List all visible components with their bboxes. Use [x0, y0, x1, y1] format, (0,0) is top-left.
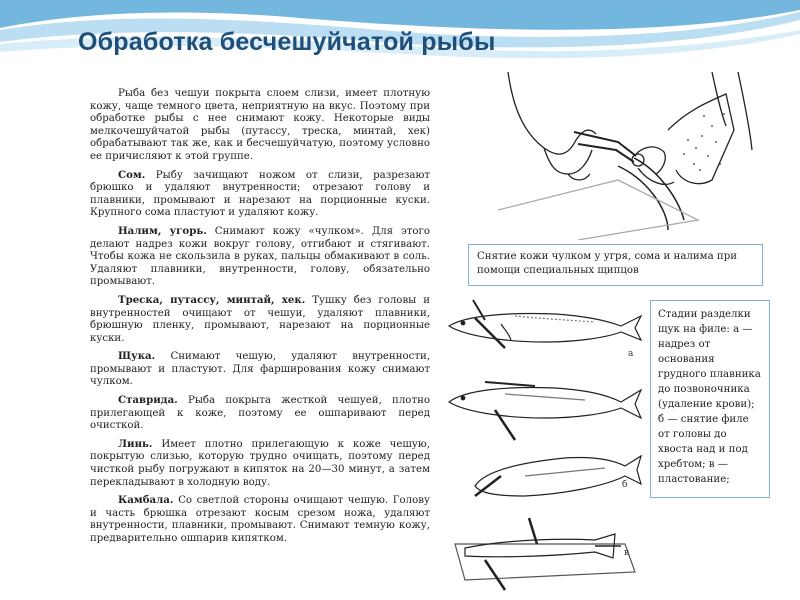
pike-stages-illustration [445, 290, 645, 592]
article-body [90, 88, 430, 551]
paragraph-shchuka [90, 350, 430, 389]
paragraph-kambala [90, 494, 430, 545]
paragraph-text: Имеет плотно прилегающую к коже чешую, покрытую слизью, которую трудно очищать, поэтому перед чисткой рыбу погружают в кипяток на 20—30 минут, а затем перекладывают в холодную воду. [90, 438, 430, 488]
pike-stage-b1-drawing [449, 382, 641, 440]
caption-pike-stages: Стадии разделки щук на филе: а — надрез от основания грудного плавника до позвоночника (удаление крови); б — снятие филе от головы до хвоста над и под хребтом; в — пластование; [650, 300, 770, 498]
paragraph-text: Рыбу зачищают ножом от слизи, разрезают брюшко и удаляют внутренности; отрезают голову и плавники, промывают и нарезают на порционные куски. Крупного сома пластуют и удаляют кожу. [90, 169, 430, 219]
paragraph-text: Снимают чешую, удаляют внутренности, промывают и пластуют. Для фарширования кожу снимают чулком. [90, 351, 430, 388]
page-title: Обработка бесчешуйчатой рыбы [78, 28, 496, 56]
eel-skinning-illustration [498, 70, 768, 240]
pike-stage-a-drawing [449, 300, 641, 348]
paragraph-som [90, 169, 430, 220]
paragraph-lead: Треска, путассу, минтай, хек. [118, 293, 306, 306]
paragraph-lead: Налим, угорь. [118, 224, 207, 237]
paragraph-lead: Камбала. [118, 494, 174, 507]
paragraph-text: Снимают кожу «чулком». Для этого делают надрез кожи вокруг голову, отгибают и стягивают. Чтобы кожа не скользила в руках, пальцы обмакивают в соль. Удаляют плавники, внутренности, голову, обязательно промывают. [90, 225, 430, 288]
pike-stage-v-drawing [455, 518, 635, 590]
paragraph-lead: Сом. [118, 168, 146, 181]
pike-stage-b2-drawing [475, 456, 641, 496]
caption-eel-skinning: Снятие кожи чулком у угря, сома и налима при помощи специальных щипцов [468, 244, 763, 286]
stage-letter-a: а [628, 349, 634, 359]
stage-letter-b: б [622, 480, 628, 490]
paragraph-stavrida [90, 394, 430, 433]
paragraph-lead: Линь. [118, 437, 153, 450]
paragraph-lead: Щука. [118, 350, 156, 363]
stage-letter-v: в [624, 548, 630, 558]
paragraph-intro [90, 88, 430, 164]
paragraph-lead: Ставрида. [118, 394, 178, 407]
paragraph-treska [90, 294, 430, 345]
paragraph-lin [90, 438, 430, 489]
paragraph-text: Тушку без головы и внутренностей очищают от чешуи, удаляют плавники, брюшную пленку, промывают, нарезают на порционные куски. [90, 294, 430, 344]
paragraph-nalim [90, 225, 430, 289]
paragraph-text: Рыба без чешуи покрыта слоем слизи, имеет плотную кожу, чаще темного цвета, неприятную на вкус. Поэтому при обработке рыбы с нее снимают кожу. Некоторые виды мелкочешуйчатой рыбы (путассу, треска, минтай, хек) обрабатывают так же, как и бесчешуйчатую, поэтому условно ее причисляют к этой группе. [90, 88, 430, 162]
paragraph-text: Со светлой стороны очищают чешую. Голову и часть брюшка отрезают косым срезом ножа, удаляют внутренности, плавники, промывают. Снимают темную кожу, предварительно ошпарив кипятком. [90, 495, 430, 544]
paragraph-text: Рыба покрыта жесткой чешуей, плотно прилегающей к коже, поэтому ее ошпаривают перед очисткой. [90, 395, 430, 432]
